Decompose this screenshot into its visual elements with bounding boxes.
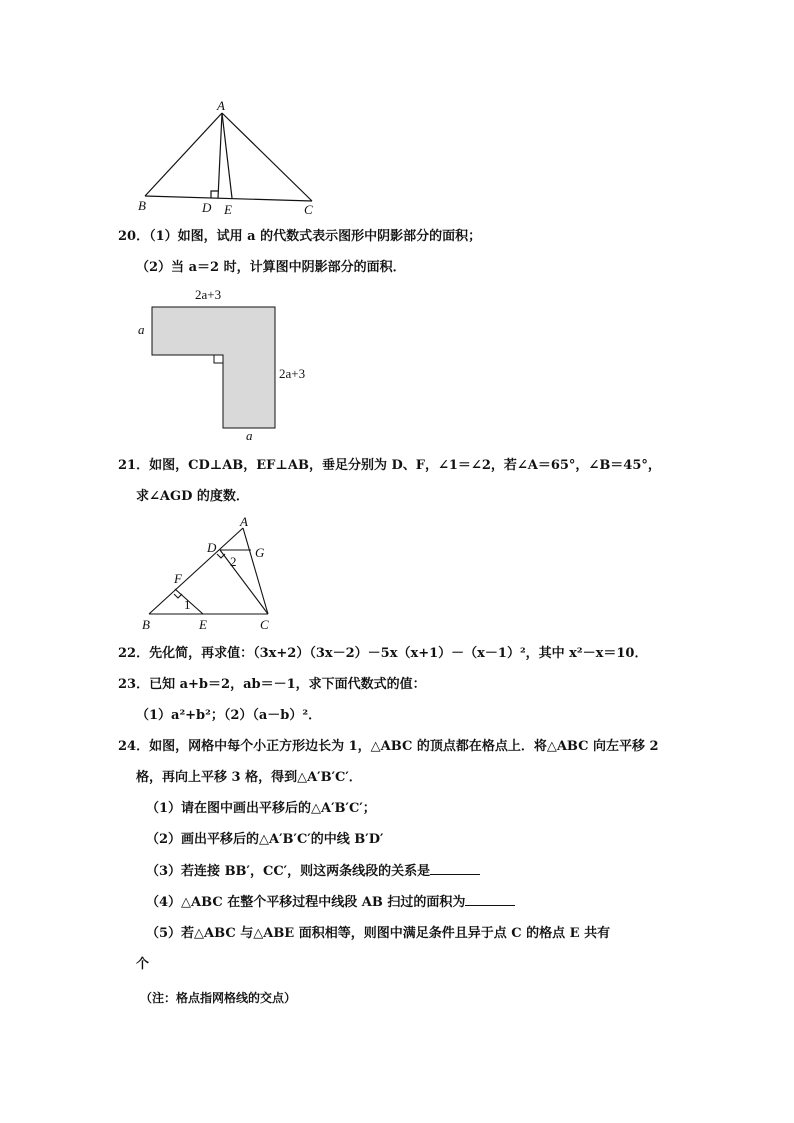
right-angle-mark-f — [174, 594, 182, 598]
label-b: B — [138, 198, 146, 213]
side-ac — [243, 528, 268, 614]
q24-sub5a: （5）若△ABC 与△ABE 面积相等，则图中满足条件且异于点 C 的格点 E 共有 — [146, 926, 611, 941]
label-f: F — [174, 571, 182, 586]
angle-2-label: 2 — [230, 554, 237, 569]
geometry-figure-q21 — [135, 515, 295, 635]
q24-sub1: （1）请在图中画出平移后的△A′B′C′； — [146, 801, 376, 816]
right-angle-mark — [214, 355, 223, 363]
angle-1-label: 1 — [184, 597, 191, 612]
label-a: A — [240, 514, 248, 529]
right-angle-mark-d — [217, 554, 225, 558]
label-d: D — [202, 200, 212, 215]
segment-ae — [222, 113, 232, 198]
side-bc — [145, 196, 312, 201]
side-ab — [149, 528, 243, 614]
label-e: E — [224, 202, 232, 217]
left-dimension-label: a — [138, 322, 145, 337]
label-g: G — [255, 545, 265, 560]
q24-sub4: （4）△ABC 在整个平移过程中线段 AB 扫过的面积为 — [146, 895, 466, 910]
q20-line2: （2）当 a＝2 时，计算图中阴影部分的面积． — [136, 260, 406, 275]
label-a: A — [217, 98, 225, 113]
l-shape-figure — [130, 283, 330, 448]
side-ab — [145, 113, 222, 196]
q24-sub3: （3）若连接 BB′，CC′，则这两条线段的关系是 — [146, 864, 431, 879]
q23-line2: （1）a²+b²；（2）（a－b）²． — [136, 708, 322, 723]
label-c: C — [304, 202, 313, 217]
side-ac — [222, 113, 312, 201]
label-d: D — [207, 540, 217, 555]
right-dimension-label: 2a+3 — [279, 366, 306, 381]
triangle-figure — [130, 95, 330, 220]
q24-line1: 24．如图，网格中每个小正方形边长为 1，△ABC 的顶点都在格点上．将△ABC 向左平移 2 — [118, 739, 659, 754]
q20-line1: 20．（1）如图，试用 a 的代数式表示图形中阴影部分的面积； — [118, 229, 482, 244]
q24-line2: 格，再向上平移 3 格，得到△A′B′C′． — [136, 770, 362, 785]
answer-blank-4 — [465, 894, 515, 906]
label-b: B — [142, 617, 150, 632]
top-dimension-label: 2a+3 — [195, 287, 222, 302]
q24-note: （注：格点指网格线的交点） — [140, 991, 297, 1005]
shaded-l-region — [152, 307, 275, 428]
label-c: C — [260, 617, 269, 632]
answer-blank-3 — [430, 863, 480, 875]
q24-sub4-row — [146, 894, 515, 911]
label-e: E — [199, 617, 207, 632]
right-angle-mark — [211, 191, 218, 198]
q21-line2: 求∠AGD 的度数． — [136, 489, 249, 504]
q23-line1: 23．已知 a+b＝2，ab＝－1，求下面代数式的值： — [118, 677, 426, 692]
q24-sub2: （2）画出平移后的△A′B′C′的中线 B′D′ — [146, 832, 384, 847]
altitude-ad — [218, 113, 222, 198]
q21-line1: 21．如图，CD⊥AB，EF⊥AB，垂足分别为 D、F，∠1＝∠2，若∠A＝65°，∠B＝45°， — [118, 458, 661, 473]
q24-sub5b: 个 — [136, 957, 150, 972]
bottom-dimension-label: a — [246, 428, 253, 443]
q24-sub3-row — [146, 863, 480, 880]
q22-line1: 22．先化简，再求值：（3x+2）（3x－2）－5x（x+1）－（x－1）²，其中 x²－x＝10． — [118, 646, 648, 661]
